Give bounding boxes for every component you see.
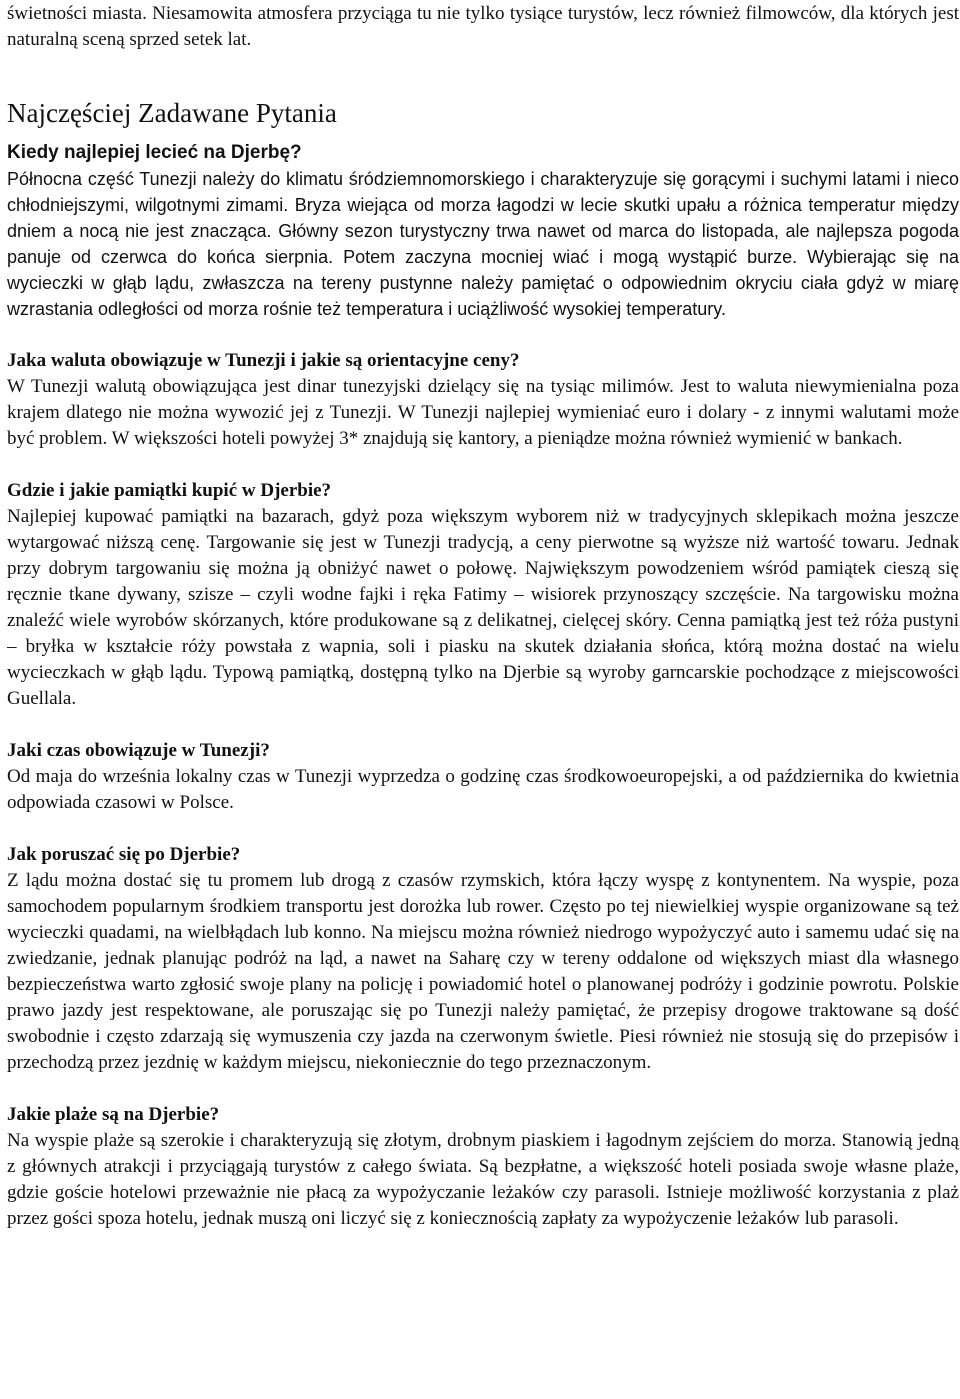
faq-item-when-to-fly — [7, 140, 959, 322]
faq-answer: Najlepiej kupować pamiątki na bazarach, gdyż poza większym wyborem niż w tradycyjnych sklepikach można jeszcze wytargować niższą cenę. Targowanie się jest w Tunezji tradycją, a ceny pierwotne są wyższe niż wartość towaru. Jednak przy dobrym targowaniu się można ją obniżyć nawet o połowę. Największym powodzeniem wśród pamiątek cieszą się ręcznie tkane dywany, szisze – czyli wodne fajki i ręka Fatimy – wisiorek przynoszący szczęście. Na targowisku można znaleźć wiele wyrobów skórzanych, które produkowane są z delikatnej, cielęcej skóry. Cenna pamiątką jest też róża pustyni – bryłka w kształcie róży powstała z wapnia, soli i piasku na skutek działania słońca, którą można dostać na wielu wycieczkach w głąb lądu. Typową pamiątką, dostępną tylko na Djerbie są wyroby garncarskie pochodzące z miejscowości Guellala. — [7, 506, 959, 709]
faq-item-timezone — [7, 738, 959, 816]
faq-answer: Na wyspie plaże są szerokie i charakteryzują się złotym, drobnym piaskiem i łagodnym zejściem do morza. Stanowią jedną z głównych atrakcji i przyciągają turystów z całego świata. Są bezpłatne, a większość hoteli posiada swoje własne plaże, gdzie goście hotelowi przeważnie nie płacą za wypożyczanie leżaków czy parasoli. Istnieje możliwość korzystania z plaż przez gości spoza hotelu, jednak muszą oni liczyć się z koniecznością zapłaty za wypożyczenie leżaków lub parasoli. — [7, 1130, 959, 1229]
faq-question: Jaka waluta obowiązuje w Tunezji i jakie są orientacyjne ceny? — [7, 350, 520, 371]
faq-answer: Północna część Tunezji należy do klimatu śródziemnomorskiego i charakteryzuje się gorącymi i suchymi latami i nieco chłodniejszymi, wilgotnymi zimami. Bryza wiejąca od morza łagodzi w lecie skutki upału a różnica temperatur między dniem a nocą nie jest znacząca. Główny sezon turystyczny trwa nawet od marca do listopada, ale najlepsza pogoda panuje od czerwca do końca sierpnia. Potem zaczyna mocniej wiać i mogą wystąpić burze. Wybierając się na wycieczki w głąb lądu, zwłaszcza na tereny pustynne należy pamiętać o odpowiednim okryciu ciała gdyż w miarę wzrastania odległości od morza rośnie też temperatura i uciążliwość wysokiej temperatury. — [7, 169, 959, 319]
faq-question: Jak poruszać się po Djerbie? — [7, 844, 241, 865]
faq-item-souvenirs — [7, 478, 959, 712]
faq-question: Jaki czas obowiązuje w Tunezji? — [7, 740, 270, 761]
faq-item-currency — [7, 348, 959, 452]
faq-question: Kiedy najlepiej lecieć na Djerbę? — [7, 142, 302, 163]
faq-heading: Najczęściej Zadawane Pytania — [7, 98, 337, 128]
faq-answer: Od maja do września lokalny czas w Tunezji wyprzedza o godzinę czas środkowoeuropejski, a od października do kwietnia odpowiada czasowi w Polsce. — [7, 766, 959, 813]
faq-answer: W Tunezji walutą obowiązująca jest dinar tunezyjski dzielący się na tysiąc milimów. Jest to waluta niewymienialna poza krajem dlatego nie można wywozić jej z Tunezji. W Tunezji najlepiej wymieniać euro i dolary - z innymi walutami może być problem. W większości hoteli powyżej 3* znajdują się kantory, a pieniądze można również wymienić w bankach. — [7, 376, 959, 449]
intro-paragraph: świetności miasta. Niesamowita atmosfera przyciąga tu nie tylko tysiące turystów, lecz również filmowców, dla których jest naturalną sceną sprzed setek lat. — [7, 3, 959, 50]
faq-item-transport — [7, 842, 959, 1076]
faq-question: Jakie plaże są na Djerbie? — [7, 1104, 220, 1125]
document-page — [7, 0, 959, 1258]
faq-answer: Z lądu można dostać się tu promem lub drogą z czasów rzymskich, która łączy wyspę z kontynentem. Na wyspie, poza samochodem popularnym środkiem transportu jest dorożka lub rower. Często po tej niewielkiej wyspie organizowane są też wycieczki quadami, na wielbłądach lub konno. Na miejscu można również niedrogo wypożyczyć auto i samemu udać się na zwiedzanie, jednak planując podróż na ląd, a nawet na Saharę czy w tereny oddalone od większych miast dla własnego bezpieczeństwa warto zgłosić swoje plany na policję i powiadomić hotel o planowanej podróży i godzinie powrotu. Polskie prawo jazdy jest respektowane, ale poruszając się po Tunezji należy pamiętać, że przepisy drogowe traktowane są dość swobodnie i często zdarzają się wymuszenia czy jazda na czerwonym świetle. Piesi również nie stosują się do przepisów i przechodzą przez jezdnię w każdym miejscu, niekoniecznie do tego przeznaczonym. — [7, 870, 959, 1073]
faq-question: Gdzie i jakie pamiątki kupić w Djerbie? — [7, 480, 332, 501]
faq-item-beaches — [7, 1102, 959, 1232]
